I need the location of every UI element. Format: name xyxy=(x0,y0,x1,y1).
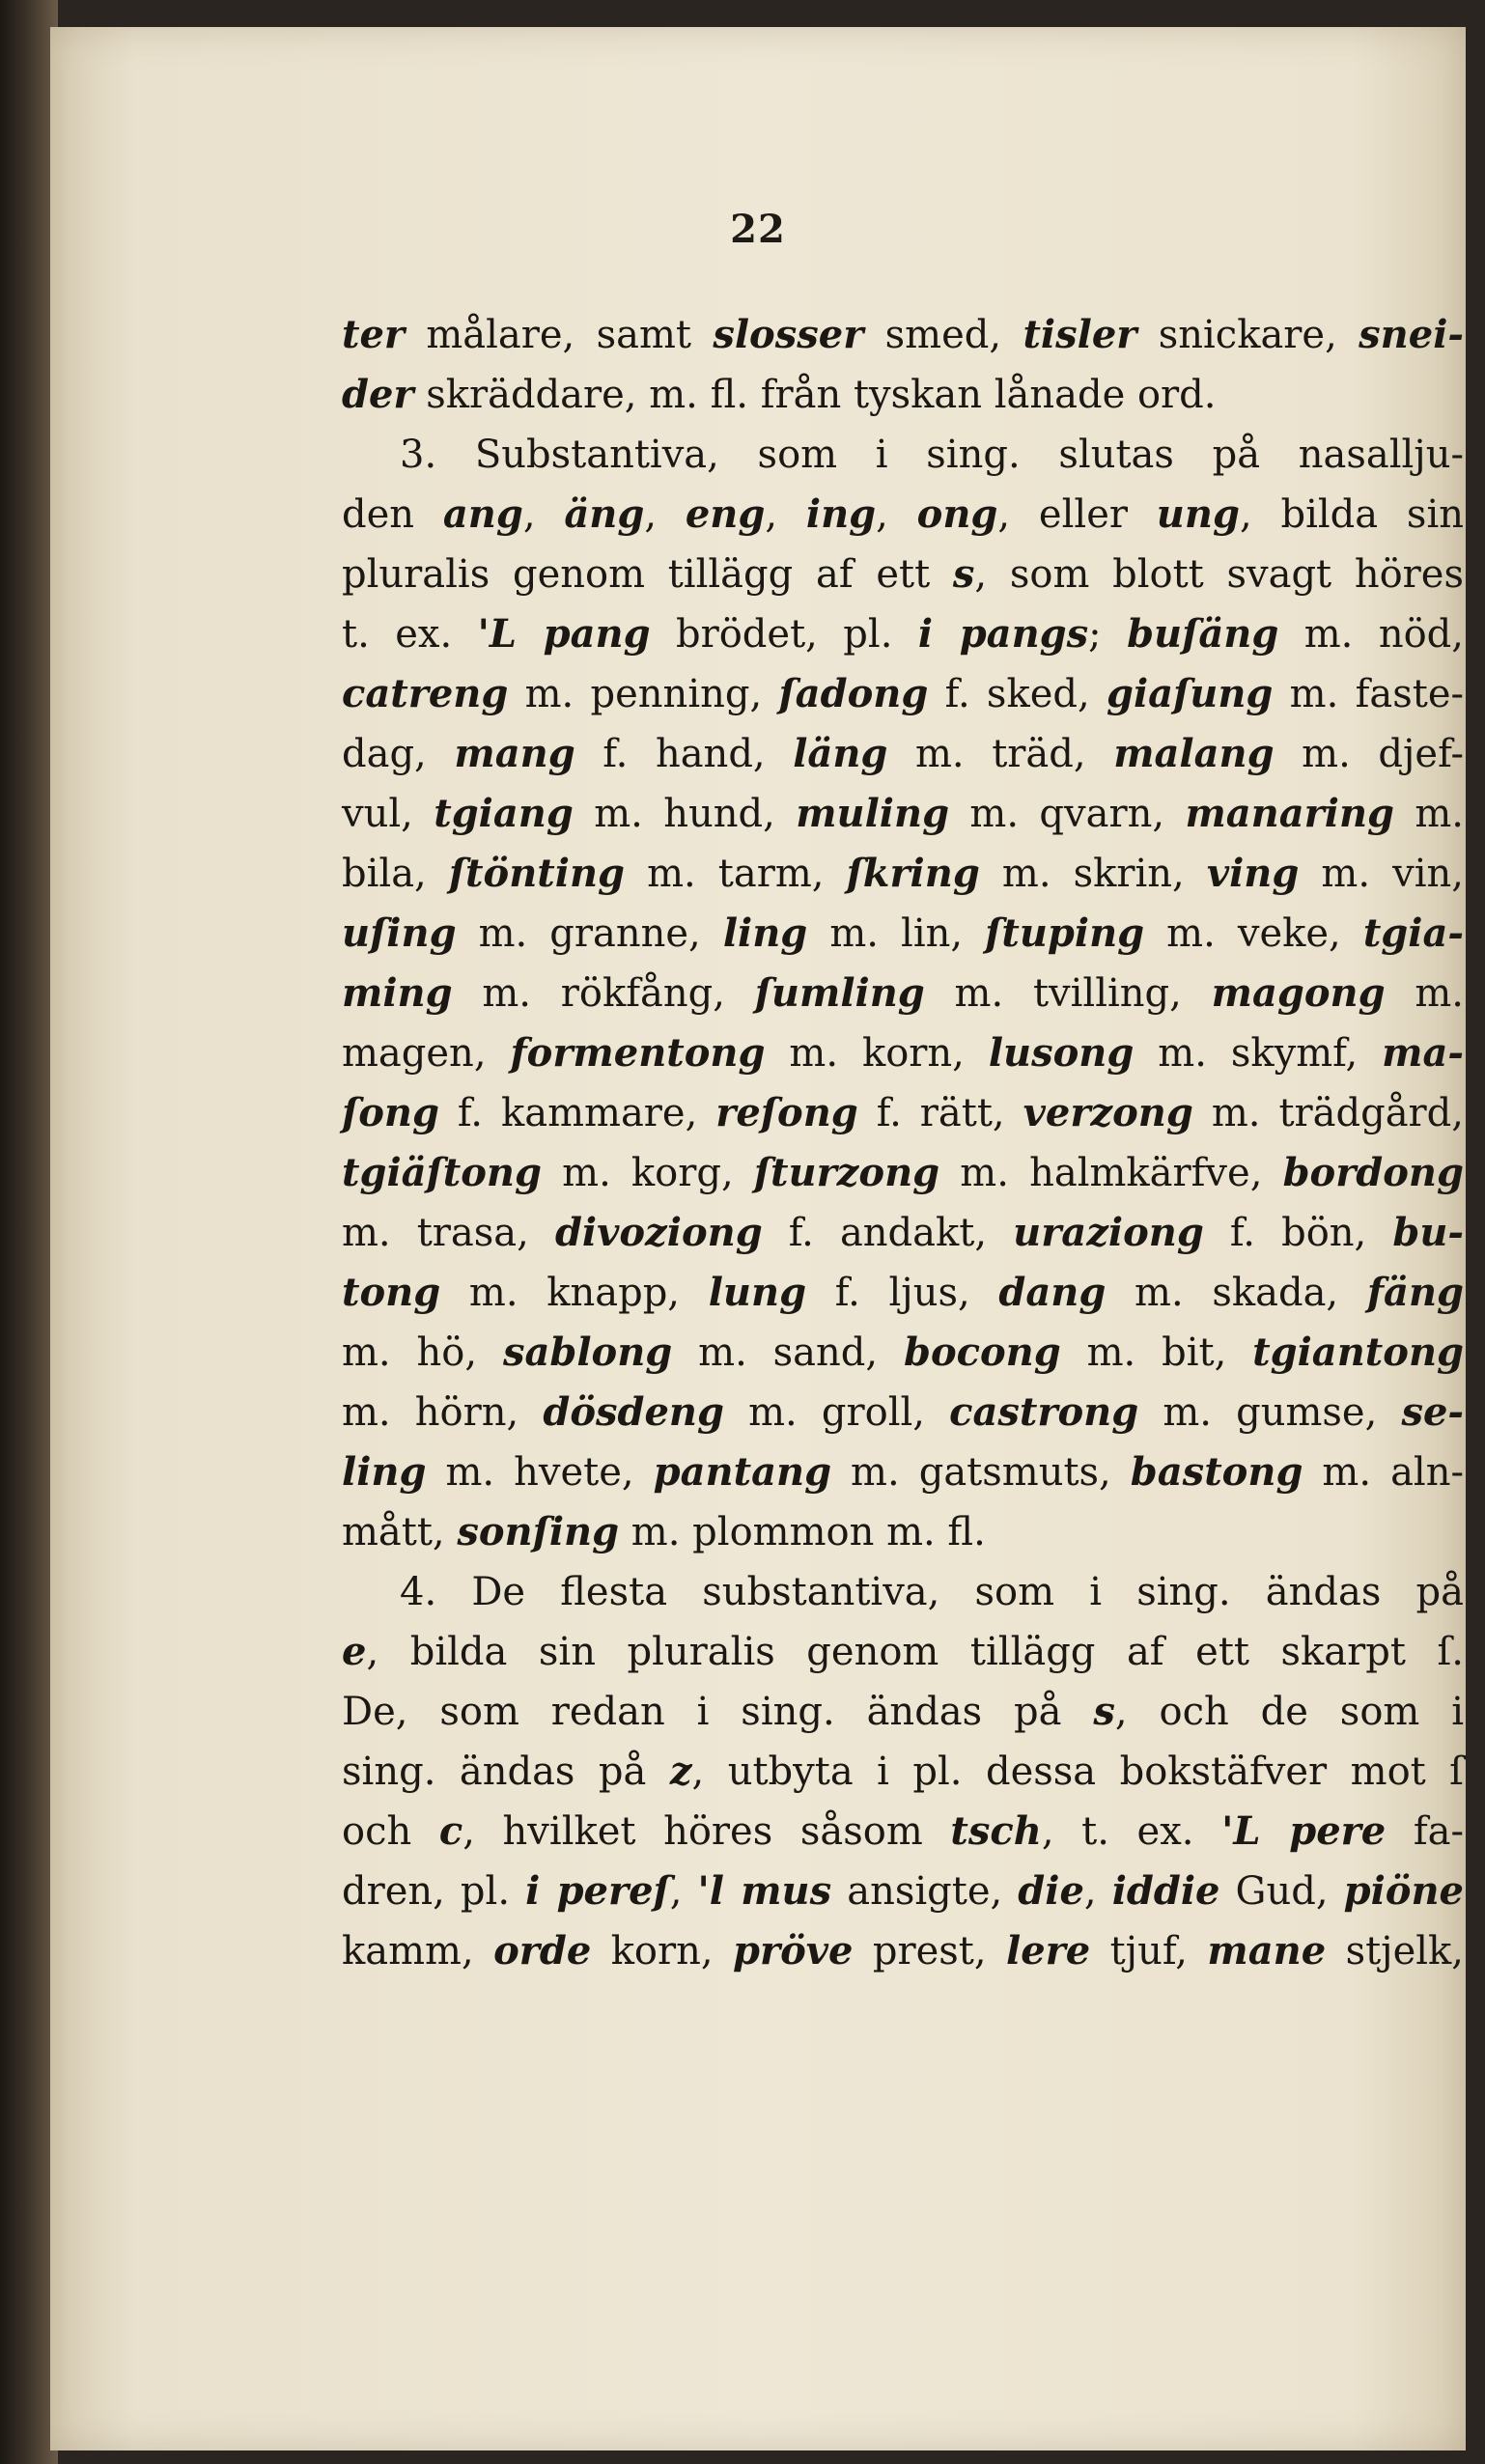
italic-word: ing xyxy=(805,491,877,537)
text-run: f. andakt, xyxy=(762,1211,1014,1255)
page-number: 22 xyxy=(730,207,786,252)
text-run: m. skada, xyxy=(1106,1271,1367,1315)
text-run: m. lin, xyxy=(807,911,986,956)
text-run: sing. ändas på xyxy=(342,1750,670,1794)
text-run: m. knapp, xyxy=(440,1271,709,1315)
text-run: m. plommon m. fl. xyxy=(619,1510,986,1554)
text-run: , xyxy=(765,492,806,537)
italic-word: ſumling xyxy=(754,970,925,1016)
text-line xyxy=(342,664,1464,724)
text-run: m. tarm, xyxy=(625,852,847,896)
text-run: f. sked, xyxy=(928,672,1107,716)
text-line xyxy=(342,1023,1464,1083)
text-run: , t. ex. xyxy=(1041,1809,1222,1854)
italic-word: 'L pere xyxy=(1221,1808,1387,1854)
italic-word: slosser xyxy=(713,312,864,357)
italic-word: magong xyxy=(1211,970,1386,1016)
text-run: , utbyta i pl. dessa bokstäfver mot ſ xyxy=(691,1750,1464,1794)
italic-word: tgiang xyxy=(434,791,574,836)
book-binding-shadow xyxy=(0,0,58,2464)
text-line xyxy=(342,1263,1464,1323)
text-run: dag, xyxy=(342,732,455,776)
italic-word: 'L pang xyxy=(477,611,651,657)
italic-word: ming xyxy=(342,970,453,1016)
text-run: f. hand, xyxy=(574,732,794,776)
text-run: skräddare, m. fl. från tyskan lånade ord. xyxy=(413,373,1217,417)
text-run: m. xyxy=(1385,971,1465,1016)
italic-word: verzong xyxy=(1023,1090,1193,1135)
text-run: m. gatsmuts, xyxy=(831,1450,1131,1495)
text-run: m. rökfång, xyxy=(452,971,755,1016)
text-run: magen, xyxy=(342,1031,511,1076)
italic-word: ter xyxy=(342,312,405,357)
italic-word: piöne xyxy=(1343,1868,1464,1914)
text-line xyxy=(342,904,1464,964)
italic-word: muling xyxy=(796,791,950,836)
text-run: m. aln- xyxy=(1303,1450,1465,1495)
italic-word: mane xyxy=(1207,1928,1327,1974)
text-run: målare, samt xyxy=(405,313,714,357)
text-run: den xyxy=(342,492,443,537)
italic-word: orde xyxy=(493,1928,592,1974)
italic-word: malang xyxy=(1113,731,1275,776)
text-run: f. kammare, xyxy=(438,1091,716,1135)
text-run: prest, xyxy=(853,1929,1007,1974)
text-run: Gud, xyxy=(1219,1869,1344,1914)
text-line xyxy=(342,1083,1464,1143)
text-run: smed, xyxy=(863,313,1023,357)
text-line xyxy=(342,365,1464,425)
italic-word: 'l mus xyxy=(697,1868,832,1914)
text-run: m. gumse, xyxy=(1138,1390,1402,1435)
italic-word: castrong xyxy=(949,1389,1139,1435)
text-line xyxy=(342,1921,1464,1981)
text-line xyxy=(342,1802,1464,1862)
text-run: f. bön, xyxy=(1203,1211,1393,1255)
text-run: m. djef- xyxy=(1274,732,1464,776)
italic-word: ſtönting xyxy=(448,851,625,896)
text-run: , eller xyxy=(997,492,1157,537)
text-run: m. skrin, xyxy=(979,852,1207,896)
italic-word: uſing xyxy=(342,910,457,956)
text-run: 4. De flesta substantiva, som i sing. ändas på xyxy=(400,1570,1464,1614)
italic-word: bastong xyxy=(1130,1449,1303,1495)
italic-word: z xyxy=(669,1749,692,1794)
italic-word: i pereſ xyxy=(525,1868,670,1914)
text-run: , och de som i xyxy=(1114,1690,1464,1734)
text-line xyxy=(342,545,1464,604)
italic-word: ſadong xyxy=(778,671,929,716)
text-line xyxy=(342,485,1464,545)
italic-word: läng xyxy=(793,731,888,776)
text-run: , hvilket höres såsom xyxy=(462,1809,951,1854)
italic-word: tisler xyxy=(1023,312,1137,357)
italic-word: ſong xyxy=(342,1090,439,1135)
italic-word: reſong xyxy=(715,1090,858,1135)
text-run: m. penning, xyxy=(508,672,779,716)
italic-word: ung xyxy=(1156,491,1240,537)
text-run: dren, pl. xyxy=(342,1869,526,1914)
text-run: t. ex. xyxy=(342,612,478,657)
italic-word: i pangs xyxy=(917,611,1089,657)
text-line xyxy=(342,425,1464,485)
italic-word: c xyxy=(438,1808,463,1854)
italic-word: lung xyxy=(708,1270,807,1315)
text-run: m. faste- xyxy=(1273,672,1465,716)
text-run: m. tvilling, xyxy=(924,971,1212,1016)
text-run: m. xyxy=(1394,792,1465,836)
italic-word: dang xyxy=(998,1270,1107,1315)
italic-word: manaring xyxy=(1185,791,1394,836)
text-run: De, som redan i sing. ändas på xyxy=(342,1690,1094,1734)
italic-word: tong xyxy=(342,1270,441,1315)
italic-word: tgiäſtong xyxy=(342,1150,542,1195)
text-run: m. trasa, xyxy=(342,1211,555,1255)
italic-word: ong xyxy=(916,491,998,537)
italic-word: s xyxy=(952,551,975,597)
italic-word: s xyxy=(1093,1689,1115,1734)
italic-word: tgia- xyxy=(1362,910,1464,956)
text-run: , xyxy=(876,492,917,537)
italic-word: ang xyxy=(442,491,523,537)
italic-word: die xyxy=(1018,1868,1084,1914)
text-run: , bilda sin xyxy=(1239,492,1464,537)
text-run: brödet, pl. xyxy=(650,612,918,657)
text-run: bila, xyxy=(342,852,449,896)
italic-word: eng xyxy=(685,491,766,537)
italic-word: formentong xyxy=(510,1030,766,1076)
text-run: m. bit, xyxy=(1060,1330,1253,1375)
text-run: , som blott svagt höres xyxy=(974,552,1465,597)
text-run: ; xyxy=(1088,612,1128,657)
text-run: m. korg, xyxy=(541,1151,754,1195)
italic-word: ling xyxy=(722,910,808,956)
text-run: mått, xyxy=(342,1510,458,1554)
text-line xyxy=(342,604,1464,664)
italic-word: der xyxy=(342,372,414,417)
text-run: m. skymf, xyxy=(1134,1031,1383,1076)
text-run: , xyxy=(669,1869,698,1914)
text-run: och xyxy=(342,1809,439,1854)
text-line xyxy=(342,844,1464,904)
italic-word: pröve xyxy=(733,1928,854,1974)
text-run: 3. Substantiva, som i sing. slutas på nasallju- xyxy=(400,433,1464,477)
text-line xyxy=(342,724,1464,784)
text-line xyxy=(342,1203,1464,1263)
text-line xyxy=(342,1742,1464,1802)
text-line xyxy=(342,964,1464,1023)
text-line xyxy=(342,1862,1464,1921)
text-run: korn, xyxy=(591,1929,734,1974)
italic-word: buſäng xyxy=(1127,611,1279,657)
text-run: f. ljus, xyxy=(806,1271,999,1315)
italic-word: pantang xyxy=(653,1449,832,1495)
text-run: fa- xyxy=(1386,1809,1464,1854)
text-run: , xyxy=(644,492,686,537)
text-run: m. trädgård, xyxy=(1192,1091,1464,1135)
book-page xyxy=(50,27,1466,2450)
italic-word: ſkring xyxy=(846,851,980,896)
italic-word: iddie xyxy=(1111,1868,1220,1914)
italic-word: catreng xyxy=(342,671,509,716)
italic-word: fäng xyxy=(1366,1270,1465,1315)
italic-word: bordong xyxy=(1282,1150,1464,1195)
italic-word: äng xyxy=(564,491,645,537)
body-text xyxy=(342,305,1464,1981)
italic-word: dösdeng xyxy=(543,1389,724,1435)
text-run: m. nöd, xyxy=(1278,612,1464,657)
text-run: m. qvarn, xyxy=(949,792,1186,836)
text-run: m. hvete, xyxy=(426,1450,654,1495)
text-run: m. granne, xyxy=(456,911,723,956)
italic-word: tsch xyxy=(950,1808,1042,1854)
italic-word: lere xyxy=(1006,1928,1091,1974)
text-run: vul, xyxy=(342,792,434,836)
text-run: , xyxy=(1083,1869,1112,1914)
italic-word: divoziong xyxy=(554,1210,763,1255)
italic-word: ving xyxy=(1206,851,1300,896)
text-run: kamm, xyxy=(342,1929,494,1974)
text-line xyxy=(342,1622,1464,1682)
text-run: stjelk, xyxy=(1326,1929,1464,1974)
italic-word: snei- xyxy=(1359,312,1464,357)
text-run: snickare, xyxy=(1136,313,1359,357)
text-run: m. hund, xyxy=(573,792,797,836)
text-run: m. hö, xyxy=(342,1330,503,1375)
text-line xyxy=(342,1143,1464,1203)
text-run: m. veke, xyxy=(1144,911,1363,956)
italic-word: mang xyxy=(454,731,575,776)
italic-word: uraziong xyxy=(1013,1210,1204,1255)
italic-word: sonſing xyxy=(457,1509,620,1554)
text-run: , bilda sin pluralis genom tillägg af ett skarpt ſ. xyxy=(366,1630,1464,1674)
italic-word: bu- xyxy=(1392,1210,1465,1255)
text-run: m. korn, xyxy=(765,1031,989,1076)
italic-word: bocong xyxy=(903,1330,1061,1375)
italic-word: lusong xyxy=(988,1030,1135,1076)
italic-word: giaſung xyxy=(1106,671,1274,716)
italic-word: se- xyxy=(1401,1389,1465,1435)
text-run: m. halmkärfve, xyxy=(939,1151,1283,1195)
text-run: , xyxy=(522,492,565,537)
italic-word: tgiantong xyxy=(1252,1330,1464,1375)
text-run: pluralis genom tillägg af ett xyxy=(342,552,953,597)
text-run: ansigte, xyxy=(831,1869,1019,1914)
italic-word: e xyxy=(342,1629,367,1674)
text-run: tjuf, xyxy=(1090,1929,1208,1974)
text-line xyxy=(342,305,1464,365)
text-run: m. vin, xyxy=(1299,852,1465,896)
text-run: m. sand, xyxy=(672,1330,904,1375)
italic-word: ling xyxy=(342,1449,427,1495)
text-line xyxy=(342,1562,1464,1622)
text-run: m. träd, xyxy=(887,732,1114,776)
text-run: f. rätt, xyxy=(857,1091,1023,1135)
italic-word: sablong xyxy=(502,1330,673,1375)
italic-word: ſturzong xyxy=(753,1150,940,1195)
text-line xyxy=(342,1682,1464,1742)
italic-word: ma- xyxy=(1382,1030,1464,1076)
text-line xyxy=(342,1323,1464,1383)
text-line xyxy=(342,784,1464,844)
text-line xyxy=(342,1442,1464,1502)
text-line xyxy=(342,1502,1464,1562)
italic-word: ſtuping xyxy=(985,910,1145,956)
text-run: m. groll, xyxy=(723,1390,950,1435)
text-line xyxy=(342,1383,1464,1442)
text-run: m. hörn, xyxy=(342,1390,544,1435)
